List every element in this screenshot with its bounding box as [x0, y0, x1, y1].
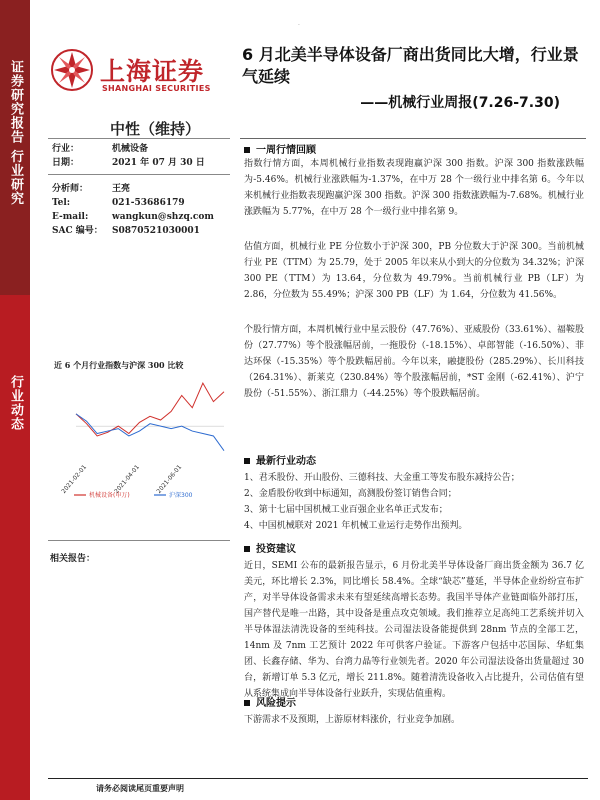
meta-email-value[interactable]: wangkun@shzq.com: [112, 212, 214, 222]
section-industry-news: [244, 452, 316, 467]
section-title: 最新行业动态: [256, 456, 316, 467]
chart-legend-label: 沪深300: [169, 492, 193, 499]
sidebar-bottom-band: [0, 295, 30, 800]
section-title: 投资建议: [256, 544, 296, 555]
sidebar-bottom-text: 行业动态: [8, 375, 23, 431]
paragraph-index: 指数行情方面，本周机械行业指数表现跑赢沪深 300 指数。沪深 300 指数涨跌幅为-5.46%。机械行业涨跌幅为-1.37%，在中万 28 个一级行业中排名第 6。今年以来机械行业指数表现跑赢沪深 300 指数。沪深 300 指数涨跌幅为-7.68%。机械行业涨跌幅为 5.77%，在中万 28 个一级行业中排名第 9。: [244, 159, 584, 217]
logo-en-text: SHANGHAI SECURITIES: [102, 84, 211, 93]
related-reports-label: 相关报告：: [50, 554, 96, 564]
meta-sac-label: SAC 编号：: [52, 226, 103, 236]
news-item: 4、中国机械联对 2021 年机械工业运行走势作出预判。: [244, 521, 468, 531]
news-item: 1、君禾股份、开山股份、三德科技、大金重工等发布股东减持公告；: [244, 473, 520, 483]
chart-x-tick-label: 2021-04-01: [113, 463, 141, 496]
footer-divider: [48, 778, 588, 779]
logo-emblem-icon: [50, 48, 94, 92]
logo-cn-text: 上海证券: [100, 57, 205, 86]
meta-industry-label: 行业：: [52, 144, 80, 154]
sidebar-top-band: [0, 0, 30, 295]
meta-date-value: 2021 年 07 月 30 日: [112, 158, 205, 168]
meta-analyst-value: 王亮: [112, 184, 131, 194]
meta-industry-value: 机械设备: [112, 144, 149, 154]
meta-tel-value: 021-53686179: [112, 198, 185, 208]
sidebar-top-text: 证券研究报告 行业研究: [8, 60, 23, 206]
top-dot: ·: [298, 22, 300, 29]
chart-x-tick-label: 2021-06-01: [155, 463, 184, 496]
report-title: 6 月北美半导体设备厂商出货同比大增，行业景气延续: [242, 45, 579, 86]
bullet-square-icon: [244, 700, 250, 706]
paragraph-advice: 近日，SEMI 公布的最新报告显示，6 月份北美半导体设备厂商出货金额为 36.7 亿美元，环比增长 2.3%，同比增长 58.4%。全球“缺芯”蔓延，半导体企业纷纷宣布扩产，对半导体设备需求未来有望延续高增长态势。我国半导体产业链面临外部打压，国产替代是唯一出路，其中设备是重点攻克领域。我们推荐立足高纯工艺系统并切入半导体湿法清洗设备的至纯科技。公司湿法设备能提供到 28nm 节点的全部工艺，14nm 及 7nm 工艺预计 2022 年可供客户验证。下游客户包括中芯国际、华虹集团、长鑫存储、华为、台湾力晶等行业领先者。2020 年公司湿法设备出货量超过 30 台，新增订单 5.3 亿元，增长 211.8%。随着清洗设备收入占比提升，公司估值有望从系统集成向半导体设备行业跃升，实现估值重构。: [244, 561, 584, 699]
meta-tel: [52, 196, 185, 210]
chart-series-line: [76, 414, 224, 451]
news-item: 3、第十七届中国机械工业百强企业名单正式发布；: [244, 505, 448, 515]
meta-date: [52, 156, 205, 170]
section-investment-advice: [244, 540, 296, 555]
paragraph-risk: 下游需求不及预期，上游原材料涨价，行业竞争加剧。: [244, 715, 461, 725]
divider: [48, 540, 230, 541]
section-risk: [244, 694, 296, 709]
chart-x-tick-label: 2021-02-01: [60, 463, 89, 496]
meta-industry: [52, 142, 148, 156]
meta-tel-label: Tel:: [52, 198, 71, 208]
news-item: 2、金盾股份收到中标通知，高测股份签订销售合同；: [244, 489, 457, 499]
meta-sac-value: S0870521030001: [112, 226, 200, 236]
bullet-square-icon: [244, 147, 250, 153]
chart-legend-label: 机械设备(申万): [89, 492, 130, 499]
meta-email: [52, 210, 214, 224]
company-logo: [50, 48, 230, 108]
section-title: 一周行情回顾: [256, 145, 316, 156]
meta-date-label: 日期：: [52, 158, 80, 168]
bullet-square-icon: [244, 546, 250, 552]
rating: 中性（维持）: [110, 120, 201, 138]
divider: [48, 174, 230, 175]
paragraph-valuation: 估值方面，机械行业 PE 分位数小于沪深 300，PB 分位数大于沪深 300。当前机械行业 PE（TTM）为 25.79，处于 2005 年以来从小到大的分位数为 34.32%；沪深 300 PE（TTM）为 13.64，分位数为 49.79%。当前机械行业 PB（LF）为 2.86，分位数为 55.49%；沪深 300 PB（LF）为 1.64，分位数为 41.56%。: [244, 242, 584, 300]
chart-svg: [48, 371, 232, 516]
meta-sac: [52, 224, 200, 238]
meta-email-label: E-mail:: [52, 212, 89, 222]
sidebar: [0, 0, 30, 800]
divider: [48, 138, 230, 139]
meta-analyst-label: 分析师：: [52, 184, 89, 194]
comparison-chart: [48, 360, 232, 520]
footer-disclaimer: 请务必阅读尾页重要声明: [96, 783, 184, 793]
paragraph-stocks: 个股行情方面，本周机械行业中星云股份（47.76%）、亚威股份（33.61%）、福鞍股份（27.77%）等个股涨幅居前，一拖股份（-18.15%）、卓郎智能（-16.50%）、菲达环保（-15.35%）等个股跌幅居前。今年以来，融捷股份（285.29%）、长川科技（264.31%）、新莱克（230.84%）等个股涨幅居前，*ST 金刚（-62.41%）、沪宁股份（-51.55%）、浙江鼎力（-44.25%）等个股跌幅居前。: [244, 325, 584, 399]
divider: [240, 138, 586, 139]
section-title: 风险提示: [256, 698, 296, 709]
bullet-square-icon: [244, 458, 250, 464]
chart-series-line: [76, 383, 224, 436]
chart-title: 近 6 个月行业指数与沪深 300 比较: [54, 360, 184, 370]
report-subtitle: ——机械行业周报(7.26-7.30): [360, 95, 560, 111]
section-weekly-review: [244, 141, 316, 156]
meta-analyst: [52, 182, 130, 196]
